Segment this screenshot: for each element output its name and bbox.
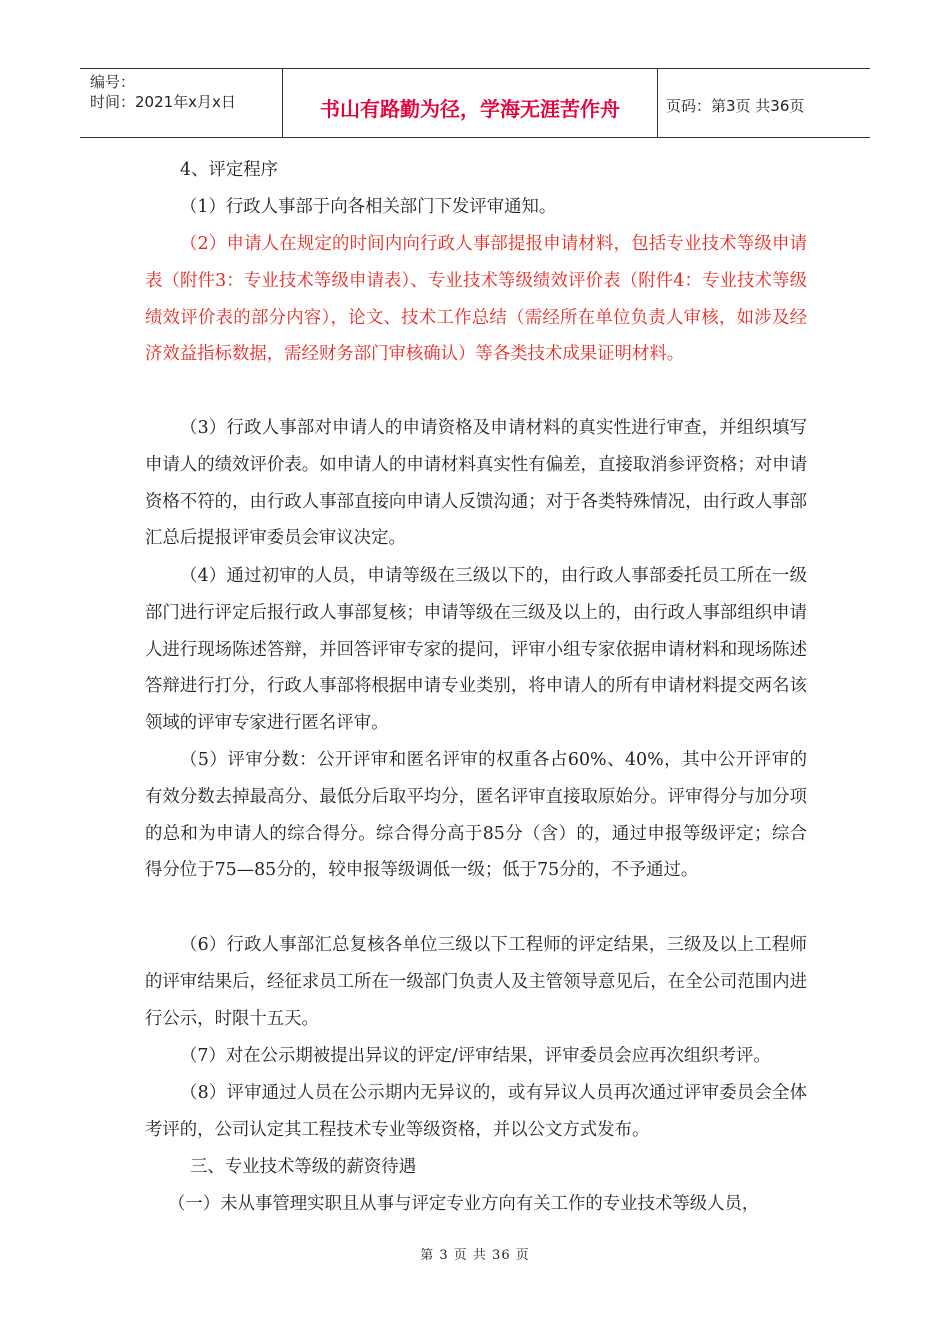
paragraph-6: （6）行政人事部汇总复核各单位三级以下工程师的评定结果，三级及以上工程师的评审结果后，经征求员工所在一级部门负责人及主管领导意见后，在全公司范围内进行公示，时限十五天。 xyxy=(145,935,807,1029)
header-motto: 书山有路勤为径，学海无涯苦作舟 xyxy=(320,97,620,121)
sub-paragraph-1: （一）未从事管理实职且从事与评定专业方向有关工作的专业技术等级人员， xyxy=(168,1194,760,1214)
header-page-cell xyxy=(658,69,870,137)
paragraph-5: （5）评审分数：公开评审和匿名评审的权重各占60%、40%，其中公开评审的有效分数去掉最高分、最低分后取平均分，匿名评审直接取原始分。评审得分与加分项的总和为申请人的综合得分。综合得分高于85分（含）的，通过申报等级评定；综合得分位于75—85分的，较申报等级调低一级；低于75分的，不予通过。 xyxy=(145,750,807,881)
paragraph-4: （4）通过初审的人员，申请等级在三级以下的，由行政人事部委托员工所在一级部门进行评定后报行政人事部复核；申请等级在三级及以上的，由行政人事部组织申请人进行现场陈述答辩，并回答评审专家的提问，评审小组专家依据申请材料和现场陈述答辩进行打分，行政人事部将根据申请专业类别，将申请人的所有申请材料提交两名该领域的评审专家进行匿名评审。 xyxy=(145,566,807,734)
header-page-info: 页码：第3页 共36页 xyxy=(666,97,805,115)
header-meta xyxy=(80,69,282,137)
section-3-title: 三、专业技术等级的薪资待遇 xyxy=(190,1157,417,1177)
header-motto-cell xyxy=(282,69,658,137)
page-header xyxy=(80,68,870,138)
paragraph-2: （2）申请人在规定的时间内向行政人事部提报申请材料，包括专业技术等级申请表（附件3：专业技术等级申请表）、专业技术等级绩效评价表（附件4：专业技术等级绩效评价表的部分内容），论文、技术工作总结（需经所在单位负责人审核，如涉及经济效益指标数据，需经财务部门审核确认）等各类技术成果证明材料。 xyxy=(145,234,807,365)
paragraph-3: （3）行政人事部对申请人的申请资格及申请材料的真实性进行审查，并组织填写申请人的绩效评价表。如申请人的申请材料真实性有偏差，直接取消参评资格；对申请资格不符的，由行政人事部直接向申请人反馈沟通；对于各类特殊情况，由行政人事部汇总后提报评审委员会审议决定。 xyxy=(145,418,807,549)
paragraph-7: （7）对在公示期被提出异议的评定/评审结果，评审委员会应再次组织考评。 xyxy=(180,1046,771,1066)
section-4-title: 4、评定程序 xyxy=(180,160,279,180)
number-label: 编号： xyxy=(90,73,136,91)
paragraph-1: （1）行政人事部于向各相关部门下发评审通知。 xyxy=(180,197,557,217)
page-footer: 第 3 页 共 36 页 xyxy=(420,1248,530,1263)
date-label: 时间：2021年x月x日 xyxy=(90,93,236,111)
paragraph-8: （8）评审通过人员在公示期内无异议的，或有异议人员再次通过评审委员会全体考评的，公司认定其工程技术专业等级资格，并以公文方式发布。 xyxy=(145,1083,807,1140)
